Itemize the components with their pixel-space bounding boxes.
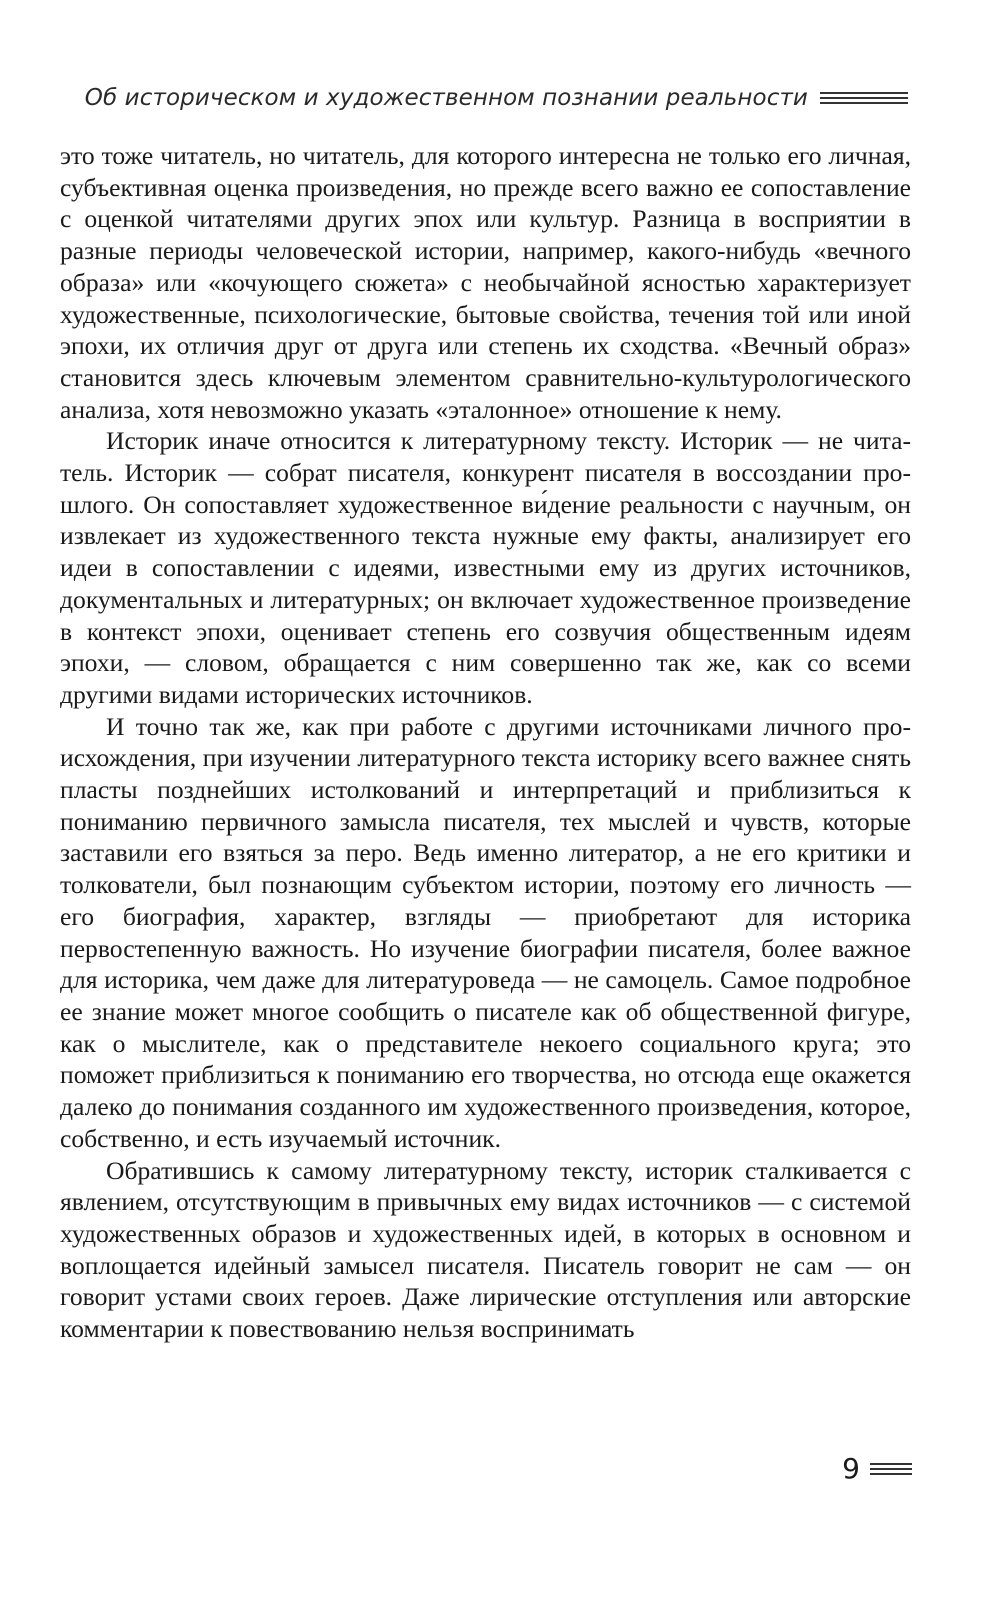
running-header-title: Об историческом и художественном познании реальности [84, 85, 808, 111]
paragraph-2: Историк иначе относится к литературному тексту. Историк — не читатель. Историк — собрат писателя, конкурент писателя в воссоздании прошлого. Он сопоставляет художественное ви́дение реальности с научным, он извлекает из художественного текста нужные ему факты, анализирует его идеи в сопоставлении с идеями, известными ему из других источников, документальных и литературных; он включает художественное произведение в контекст эпохи, оценивает степень его созвучия общественным идеям эпохи, — словом, обращается с ним совершенно так же, как со всеми другими видами исторических источников. [60, 426, 911, 709]
running-header [60, 80, 908, 116]
paragraph-3: И точно так же, как при работе с другими источниками личного происхождения, при изучении литературного текста историку всего важнее снять пласты позднейших истолкований и интерпретаций и приблизиться к пониманию первичного замысла писателя, тех мыслей и чувств, которые заставили его взяться за перо. Ведь именно литератор, а не его критики и толкователи, был познающим субъектом истории, поэтому его личность — его биография, характер, взгляды — приобретают для историка первостепенную важность. Но изучение биографии писателя, более важное для историка, чем даже для литературоведа — не самоцель. Самое подробное ее знание может многое сообщить о писателе как об общественной фигуре, как о мыслителе, как о представителе некоего социального круга; это поможет приблизиться к пониманию его творчества, но отсюда еще окажется далеко до понимания созданного им художественного произведения, которое, собственно, и есть изучаемый источник. [60, 711, 911, 1153]
page-folio [842, 1452, 912, 1485]
paragraph-1: это тоже читатель, но читатель, для которого интересна не только его личная, субъективная оценка произведения, но прежде всего важно ее сопоставление с оценкой читателями других эпох или культур. Разница в восприятии в разные периоды человеческой истории, например, какого-нибудь «вечного образа» или «кочующего сюжета» с необычайной ясностью характеризует художественные, психологические, бытовые свойства, течения той или иной эпохи, их отличия друг от друга или степень их сходства. «Вечный образ» становится здесь ключевым элементом сравнительно-культурологического анализа, хотя невозможно указать «эталонное» отношение к нему. [60, 141, 911, 424]
body-text [60, 140, 911, 1345]
paragraph-4: Обратившись к самому литературному тексту, историк сталкивается с явлением, отсутствующим в привычных ему видах источников — с системой художественных образов и художественных идей, в которых в основном и воплощается идейный замысел писателя. Писатель говорит не сам — он говорит устами своих героев. Даже лирические отступления или авторские комментарии к повествованию нельзя воспринимать [60, 1155, 911, 1344]
header-rule-lines [820, 90, 908, 106]
footer-rule-lines [870, 1461, 912, 1477]
page-number: 9 [842, 1452, 860, 1485]
